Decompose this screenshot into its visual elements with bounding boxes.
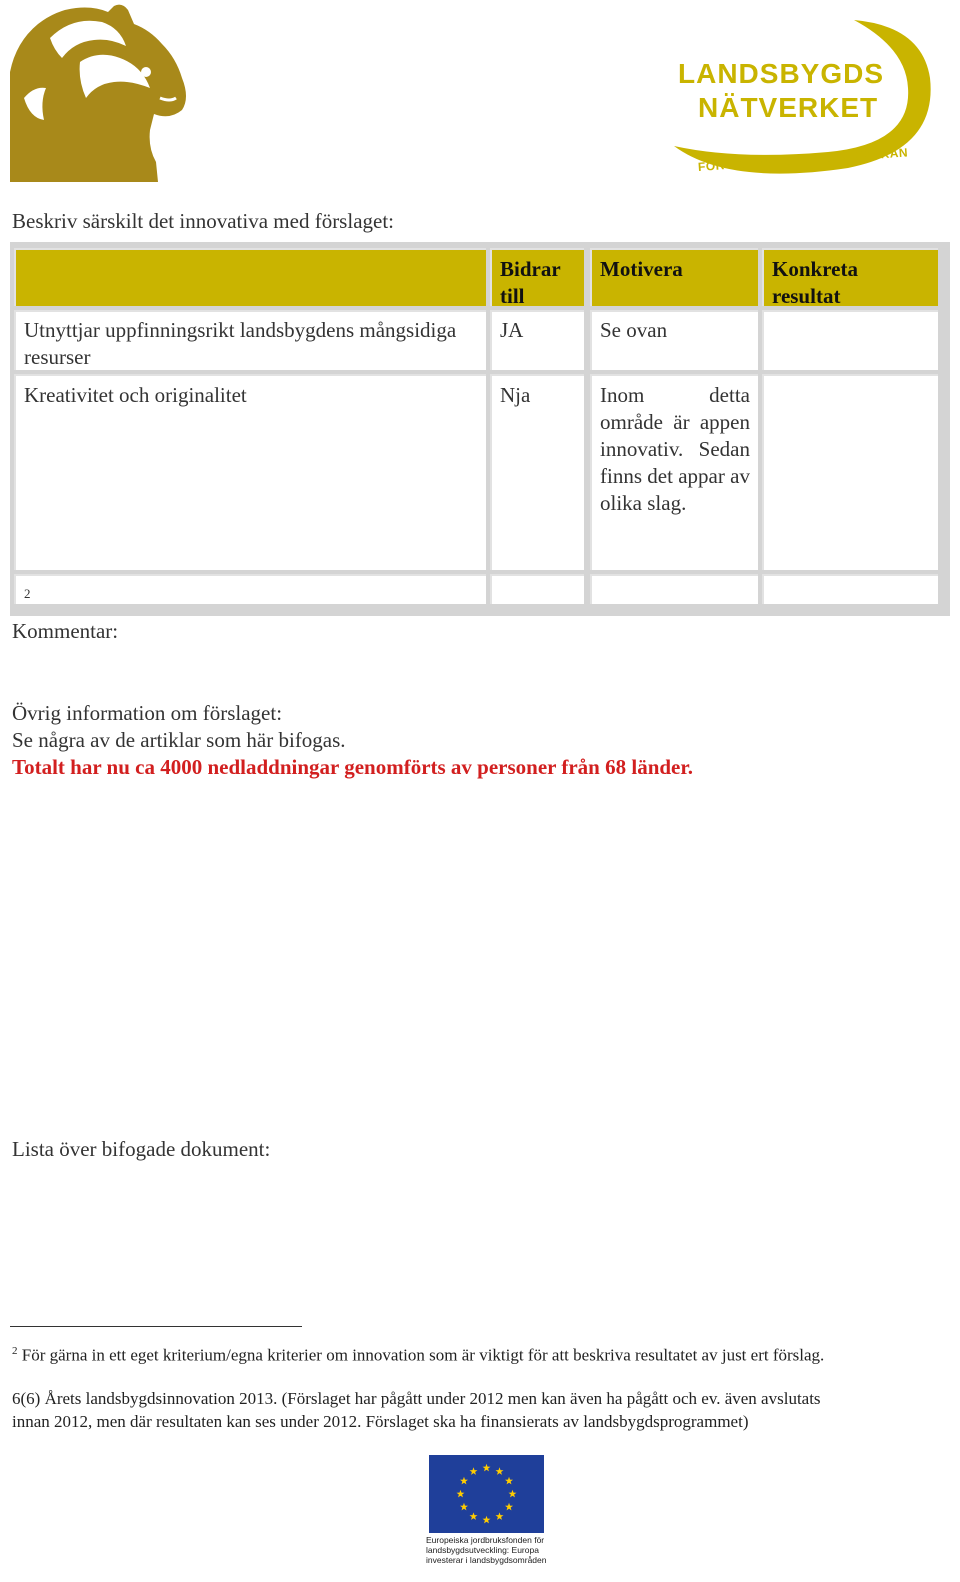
eu-star-icon	[509, 1490, 517, 1498]
row1-result	[762, 310, 938, 370]
eu-star-icon	[470, 1512, 478, 1520]
row2-criterion: Kreativitet och originalitet	[14, 374, 486, 570]
eu-star-icon	[505, 1477, 513, 1485]
eu-star-icon	[470, 1467, 478, 1475]
row3-contributes	[490, 574, 584, 604]
eu-stars-icon	[429, 1455, 544, 1533]
other-info-label: Övrig information om förslaget:	[12, 701, 283, 725]
footnote-text: För gärna in ett eget kriterium/egna kriterier om innovation som är viktigt för att beskriva resultatet av just ert förslag.	[21, 1345, 825, 1365]
logo-line-2: NÄTVERKET	[698, 92, 879, 123]
attachments-label: Lista över bifogade dokument:	[12, 1137, 271, 1161]
eu-star-icon	[457, 1490, 465, 1498]
footnote	[12, 1340, 824, 1367]
eu-star-icon	[505, 1503, 513, 1511]
row3-result	[762, 574, 938, 604]
header-motivation: Motivera	[590, 248, 758, 306]
row3-criterion: 2	[14, 574, 486, 604]
row2-result	[762, 374, 938, 570]
eu-flag-icon	[429, 1455, 544, 1533]
logo-line-1: LANDSBYGDS	[678, 58, 885, 89]
row1-motivation: Se ovan	[590, 310, 758, 370]
footnote-divider	[10, 1326, 302, 1327]
row3-motivation	[590, 574, 758, 604]
landsbygdsnatverket-logo	[668, 18, 950, 188]
criteria-table	[10, 242, 950, 616]
other-info-line: Se några av de artiklar som här bifogas.	[12, 728, 346, 752]
row1-criterion: Utnyttjar uppfinningsrikt landsbygdens mångsidiga resurser	[14, 310, 486, 370]
row2-motivation: Inom detta område är appen innovativ. Sedan finns det appar av olika slag.	[590, 374, 758, 570]
footer-line-1: 6(6) Årets landsbygdsinnovation 2013. (Förslaget har pågått under 2012 men kan även ha pågått och ev. även avslutats	[12, 1389, 821, 1408]
eu-star-icon	[460, 1503, 468, 1511]
footer-line-2: innan 2012, men där resultaten kan ses under 2012. Förslaget ska ha finansierats av landsbygdsprogrammet)	[12, 1412, 749, 1431]
eu-star-icon	[496, 1512, 504, 1520]
eu-star-icon	[483, 1516, 491, 1524]
downloads-highlight: Totalt har nu ca 4000 nedladdningar genomförts av personer från 68 länder.	[12, 755, 694, 779]
goat-logo-icon	[10, 2, 190, 182]
eu-star-icon	[483, 1464, 491, 1472]
comment-label: Kommentar:	[12, 619, 119, 643]
footnote-marker: 2	[12, 1345, 18, 1357]
innovation-heading: Beskriv särskilt det innovativa med förslaget:	[12, 209, 394, 233]
eu-star-icon	[496, 1467, 504, 1475]
header-contributes: Bidrar till	[490, 248, 584, 306]
eu-star-icon	[460, 1477, 468, 1485]
row1-contributes: JA	[490, 310, 584, 370]
logo-tagline: FÖR LÄRANDE OCH SAMVERKAN	[697, 145, 909, 174]
row2-contributes: Nja	[490, 374, 584, 570]
header-empty	[14, 248, 486, 306]
eu-caption: Europeiska jordbruksfonden för landsbygdsutveckling: Europa investerar i landsbygdsområden	[426, 1535, 547, 1565]
header-results: Konkreta resultat	[762, 248, 938, 306]
